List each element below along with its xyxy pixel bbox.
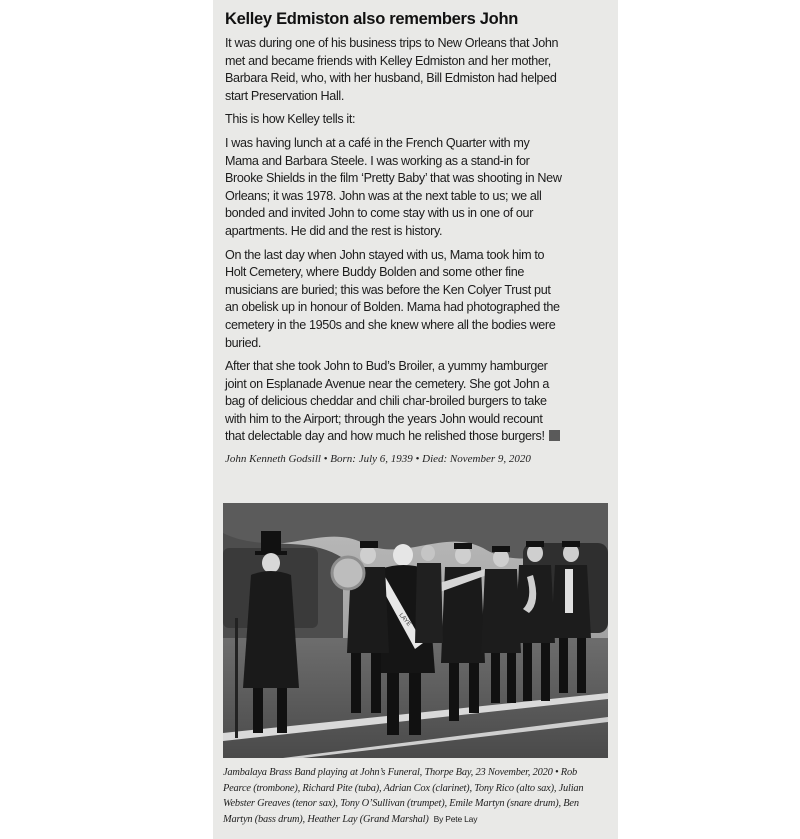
sash-text: LAYE: [397, 612, 412, 628]
article-paragraph: On the last day when John stayed with us, Mama took him to Holt Cemetery, where Buddy Bolden and some other fine musicians are buried; this was before the Ken Colyer Trust put an obelisk up in honour of Bolden. Mama had photographed the cemetery in the 1950s and she knew where all the bodies were buried.: [225, 247, 560, 350]
obituary-credit: John Kenneth Godsill • Born: July 6, 1939 • Died: November 9, 2020: [225, 453, 531, 466]
article-paragraph-text: After that she took John to Bud’s Broiler, a yummy hamburger joint on Esplanade Avenue near the cemetery. She got John a bag of delicious cheddar and chili char-broiled burgers to take with him to the Airport; through the years John would recount that delectable day and how much he relished those burgers!: [225, 359, 550, 444]
article: [225, 9, 565, 466]
magazine-page: [213, 0, 618, 839]
article-paragraph: This is how Kelley tells it:: [225, 112, 356, 127]
photo-byline: By Pete Lay: [433, 813, 478, 824]
funeral-band-photo: [223, 503, 608, 758]
photo-caption: [223, 765, 603, 827]
photo-caption-text: Jambalaya Brass Band playing at John’s Funeral, Thorpe Bay, 23 November, 2020 • Rob Pearce (trombone), Richard Pite (tuba), Adrian Cox (clarinet), Tony Rico (alto sax), Julian Webster Greaves (tenor sax), Tony O’Sullivan (trumpet), Emile Martyn (snare drum), Ben Martyn (bass drum), Heather Lay (Grand Marshal): [223, 767, 584, 825]
article-paragraph-last: [225, 358, 565, 446]
end-of-article-mark: [549, 430, 560, 441]
photo-illustration: [223, 503, 608, 758]
article-heading: Kelley Edmiston also remembers John: [225, 10, 519, 28]
article-paragraph: It was during one of his business trips to New Orleans that John met and became friends with Kelley Edmiston and her mother, Barbara Reid, who, with her husband, Bill Edmiston had helped start Preservation Hall.: [225, 36, 559, 103]
article-paragraph: I was having lunch at a café in the French Quarter with my Mama and Barbara Steele. I was working as a stand-in for Brooke Shields in the film ‘Pretty Baby’ that was shooting in New Orleans; it was 1978. John was at the next table to us; we all bonded and invited John to come stay with us in one of our apartments. He did and the rest is history.: [225, 135, 562, 238]
